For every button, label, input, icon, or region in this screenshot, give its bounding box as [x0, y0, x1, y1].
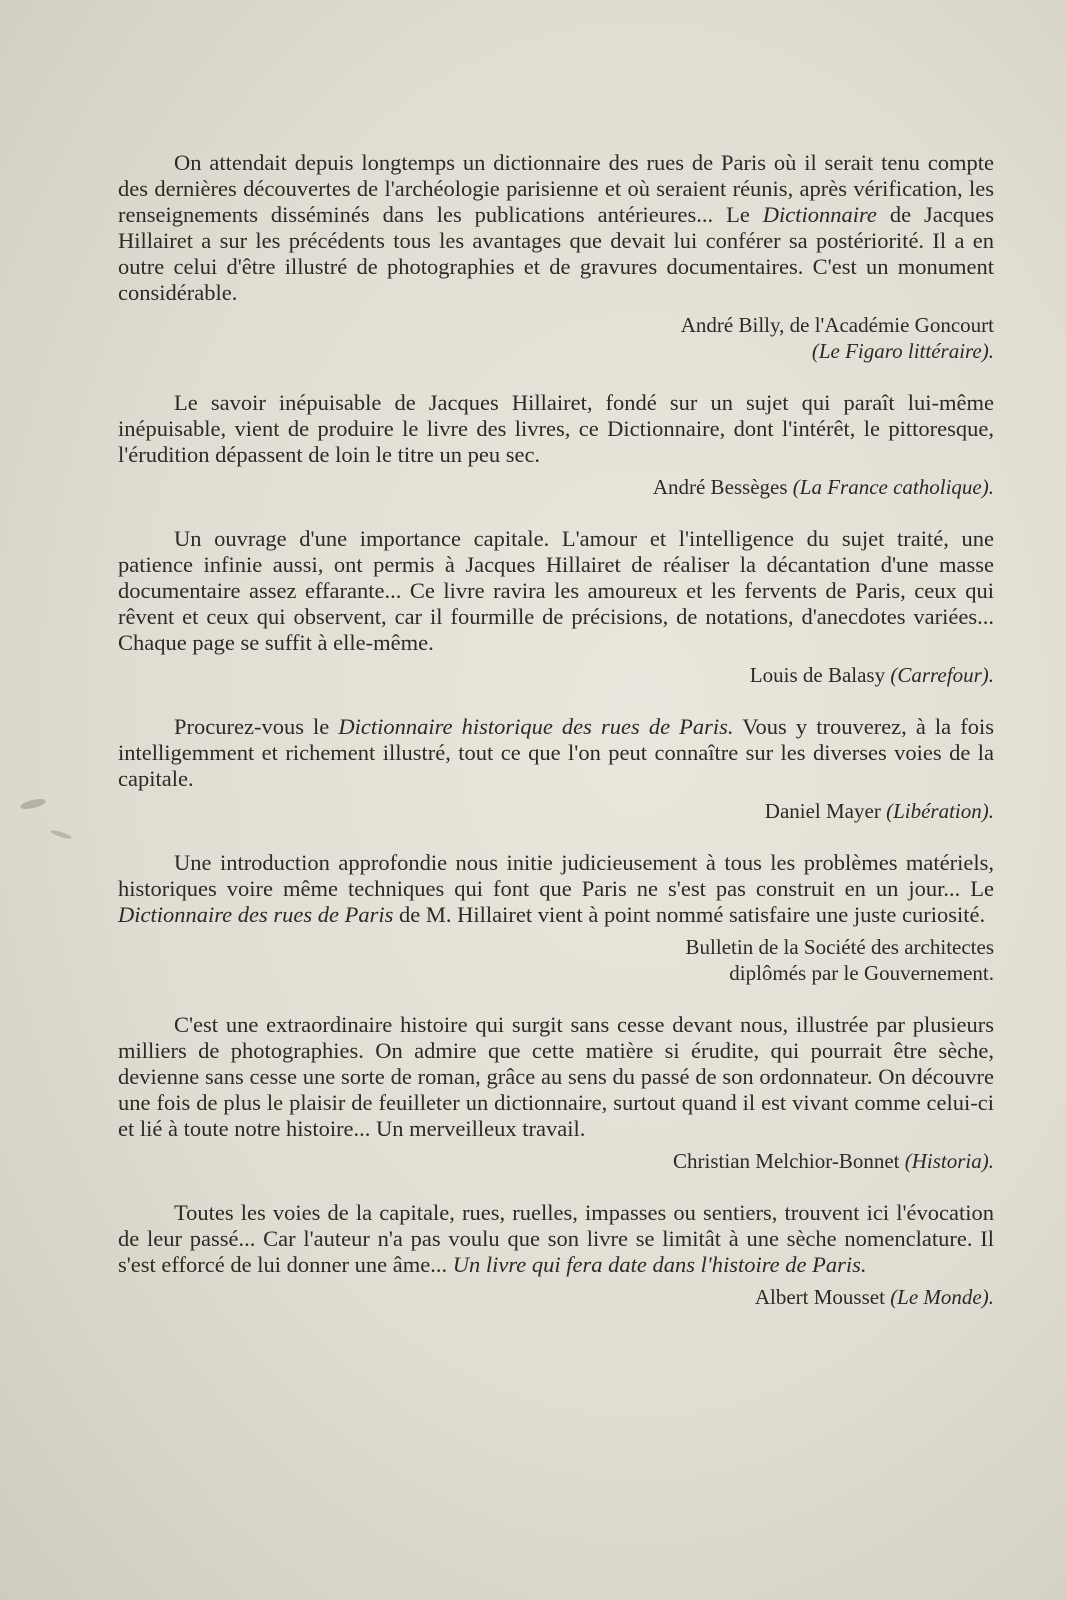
- review-attribution: [118, 1148, 994, 1174]
- review-attribution: [118, 662, 994, 688]
- paper-mark: [19, 797, 46, 811]
- review-attribution: [118, 934, 994, 986]
- review-attribution: [118, 312, 994, 364]
- review-bulletin: [118, 850, 994, 986]
- review-author: Louis de Balasy: [749, 663, 886, 687]
- review-text: C'est une extraordinaire histoire qui surgit sans cesse devant nous, illustrée par plusieurs milliers de photographies. On admire que cette matière si érudite, qui pourrait être sèche, devienne sans cesse une sorte de roman, grâce au sens du passé de son ordonnateur. On découvre une fois de plus le plaisir de feuilleter un dictionnaire, surtout quand il est vivant comme celui-ci et lié à toute notre histoire... Un merveilleux travail.: [118, 1012, 994, 1141]
- review-author: Christian Melchior-Bonnet: [673, 1149, 900, 1173]
- paper-mark: [50, 829, 72, 841]
- review-attribution: [118, 1284, 994, 1310]
- review-text: Un ouvrage d'une importance capitale. L'amour et l'intelligence du sujet traité, une patience infinie aussi, ont permis à Jacques Hillairet de réaliser la décantation d'une masse documentaire assez effarante... Ce livre ravira les amoureux et les fervents de Paris, ceux qui rêvent et ceux qui observent, car il fourmille de précisions, de notations, d'anecdotes variées... Chaque page se suffit à elle-même.: [118, 526, 994, 655]
- review-source: (Libération).: [886, 799, 994, 823]
- review-source: (Le Monde).: [890, 1285, 994, 1309]
- reviews-column: [118, 150, 994, 1336]
- review-author: Daniel Mayer: [764, 799, 881, 823]
- review-author: Bulletin de la Société des architectes: [685, 935, 994, 959]
- review-source: (Historia).: [904, 1149, 994, 1173]
- review-author: André Billy, de l'Académie Goncourt: [680, 313, 994, 337]
- review-balasy: [118, 526, 994, 688]
- review-attribution: [118, 798, 994, 824]
- review-source: (Carrefour).: [890, 663, 994, 687]
- review-billy: [118, 150, 994, 364]
- review-author: Albert Mousset: [754, 1285, 885, 1309]
- review-melchior-bonnet: [118, 1012, 994, 1174]
- review-text: Toutes les voies de la capitale, rues, ruelles, impasses ou sentiers, trouvent ici l'évocation de leur passé... Car l'auteur n'a pas voulu que son livre se limitât à une sèche nomenclature. Il s'est efforcé de lui donner une âme... Un livre qui fera date dans l'histoire de Paris.: [118, 1200, 994, 1277]
- review-besseges: [118, 390, 994, 500]
- review-text: On attendait depuis longtemps un dictionnaire des rues de Paris où il serait tenu compte des dernières découvertes de l'archéologie parisienne et où seraient réunis, après vérification, les renseignements disséminés dans les publications antérieures... Le Dictionnaire de Jacques Hillairet a sur les précédents tous les avantages que devait lui conférer sa postériorité. Il a en outre celui d'être illustré de photographies et de gravures documentaires. C'est un monument considérable.: [118, 150, 994, 305]
- review-mousset: [118, 1200, 994, 1310]
- review-author-line2: diplômés par le Gouvernement.: [729, 961, 994, 985]
- review-source: (Le Figaro littéraire).: [811, 339, 994, 363]
- review-attribution: [118, 474, 994, 500]
- review-mayer: [118, 714, 994, 824]
- review-text: Une introduction approfondie nous initie judicieusement à tous les problèmes matériels, historiques voire même techniques qui font que Paris ne s'est pas construit en un jour... Le Dictionnaire des rues de Paris de M. Hillairet vient à point nommé satisfaire une juste curiosité.: [118, 850, 994, 927]
- review-text: Procurez-vous le Dictionnaire historique des rues de Paris. Vous y trouverez, à la fois intelligemment et richement illustré, tout ce que l'on peut connaître sur les diverses voies de la capitale.: [118, 714, 995, 791]
- review-source: (La France catholique).: [792, 475, 994, 499]
- review-text: Le savoir inépuisable de Jacques Hillairet, fondé sur un sujet qui paraît lui-même inépuisable, vient de produire le livre des livres, ce Dictionnaire, dont l'intérêt, le pittoresque, l'érudition dépassent de loin le titre un peu sec.: [118, 390, 994, 467]
- review-author: André Bessèges: [652, 475, 788, 499]
